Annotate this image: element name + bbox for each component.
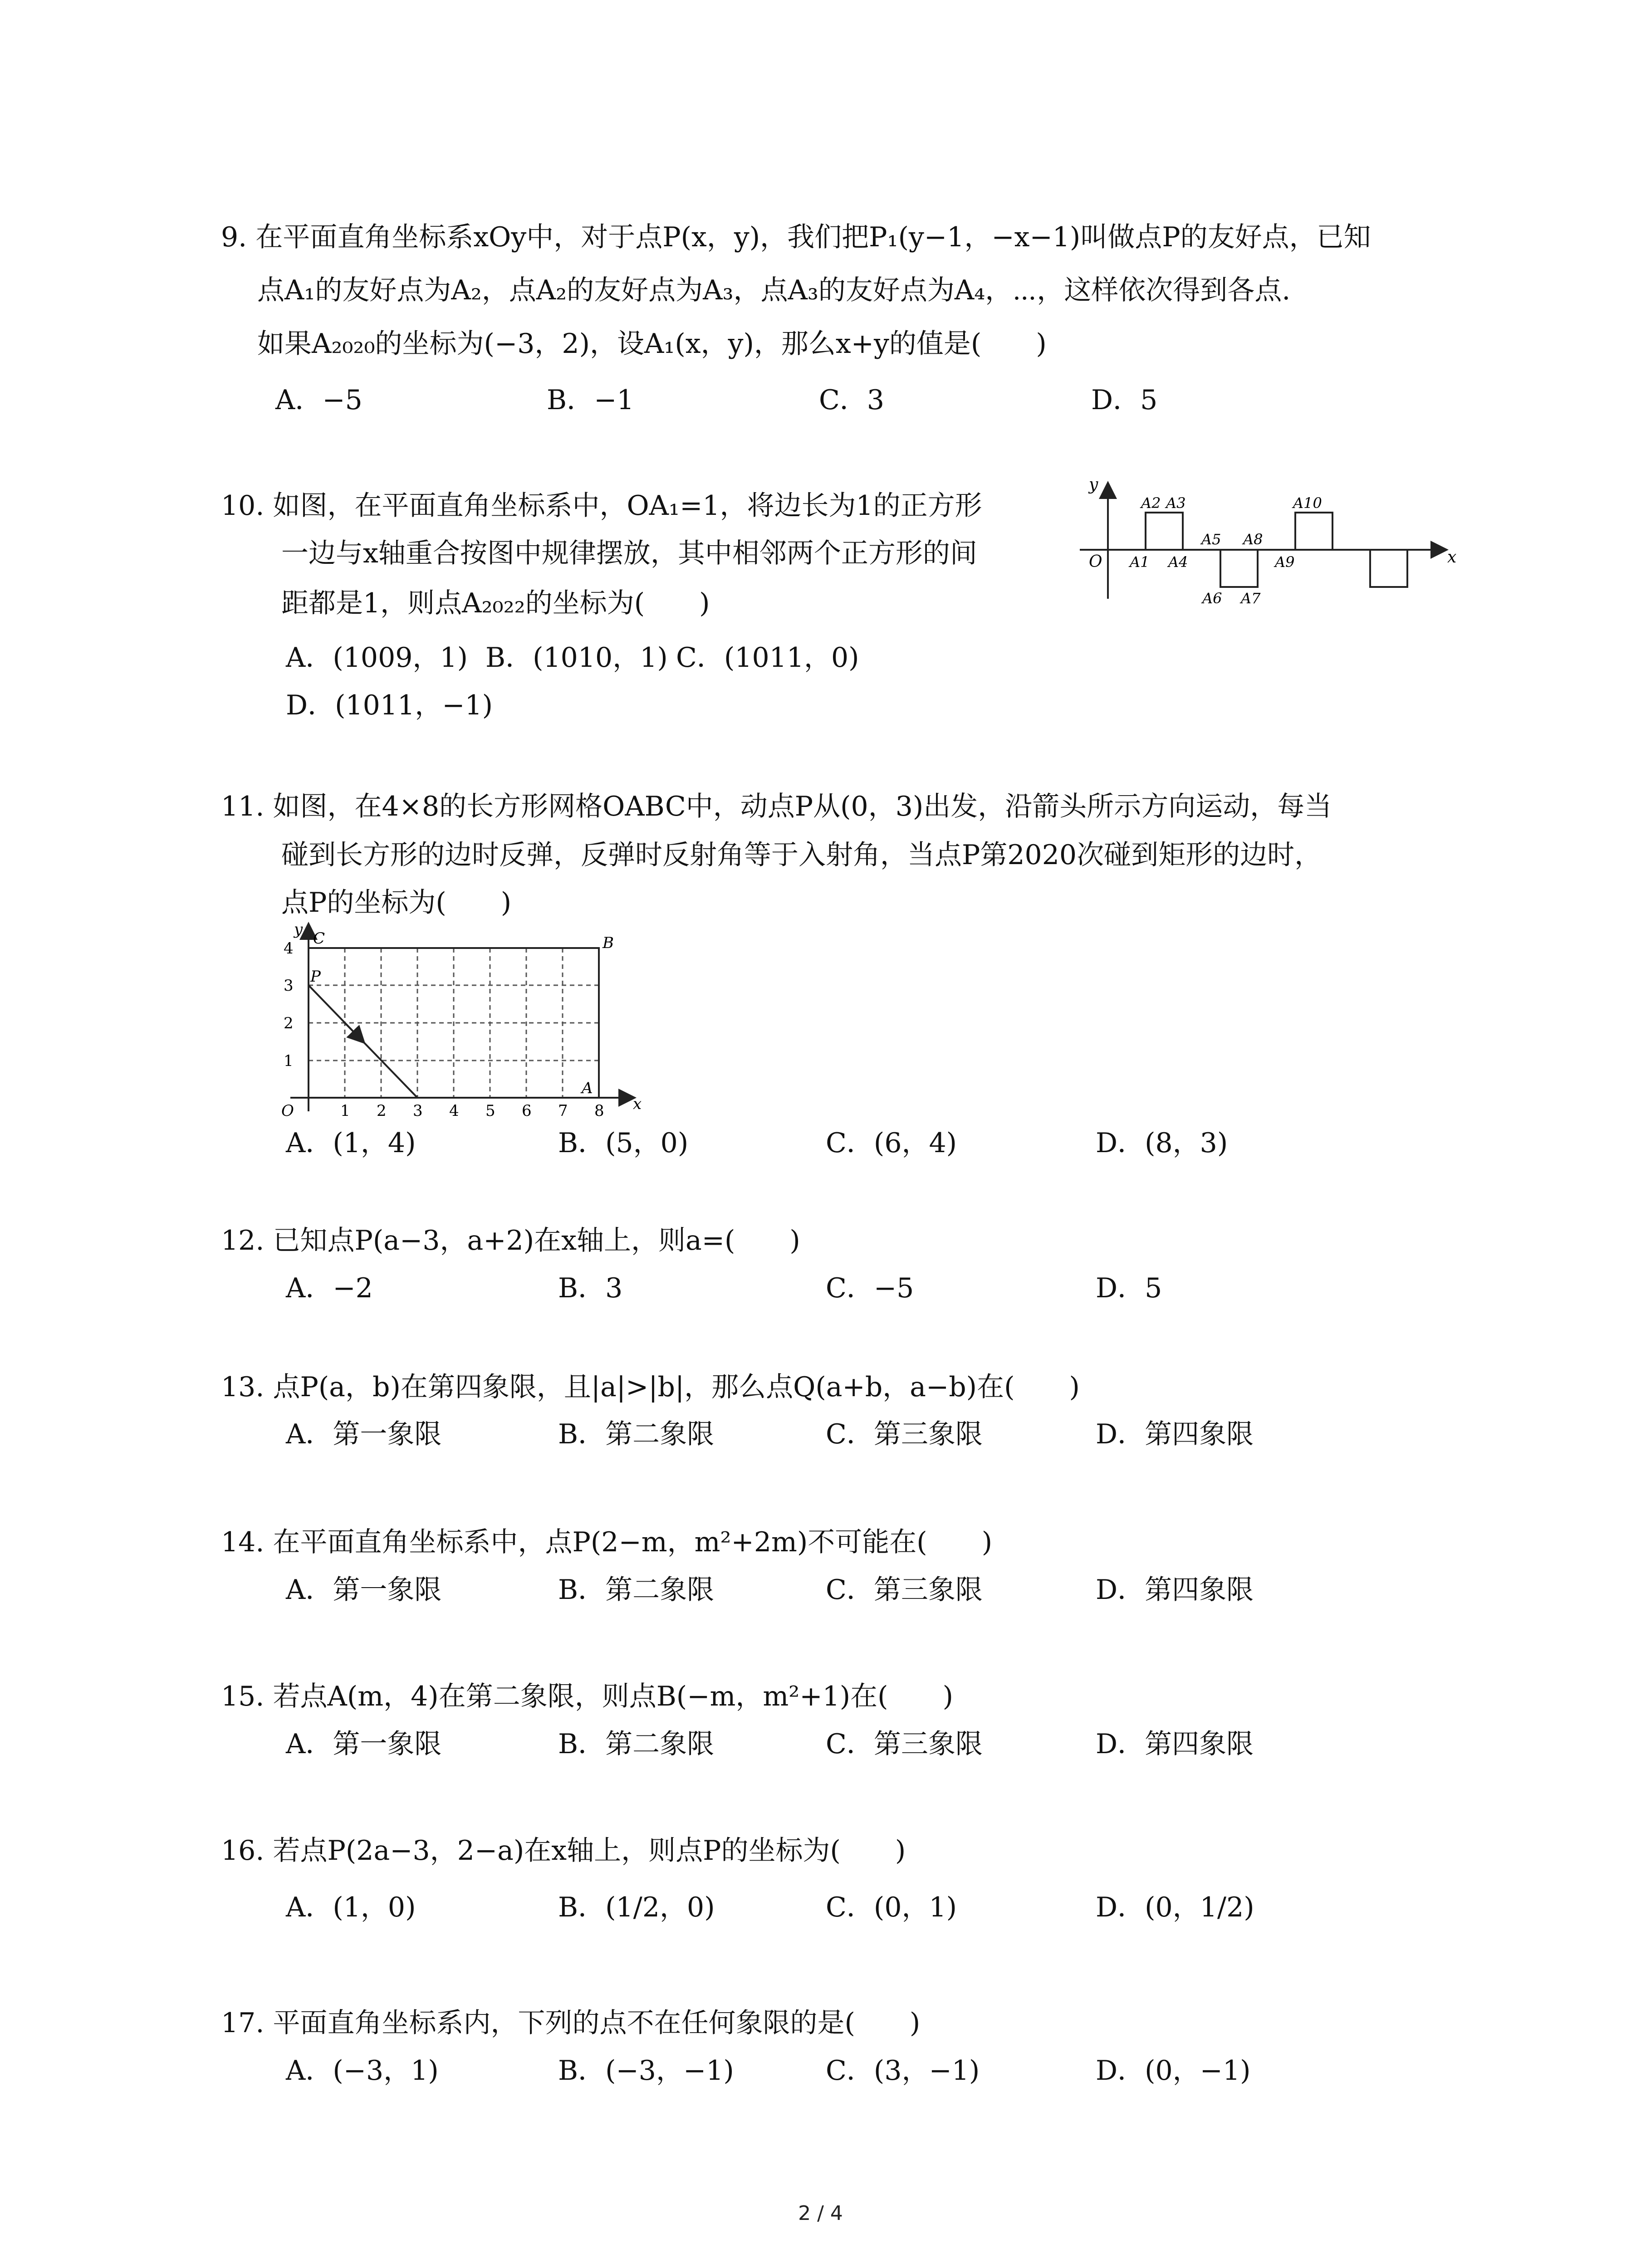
q16-option-d: D．(0，1/2) [1096,1892,1254,1923]
q10-square-1 [1146,513,1183,550]
q17-option-a: A．(−3，1) [286,2055,439,2087]
q13-option-a: A．第一象限 [286,1418,442,1450]
q15-option-c: C．第三象限 [826,1728,983,1760]
q16-option-b: B．(1/2，0) [558,1892,715,1923]
q11-x-tick-7: 7 [558,1102,568,1120]
q11-line-2: 碰到长方形的边时反弹，反弹时反射角等于入射角，当点P第2020次碰到矩形的边时， [281,839,1322,871]
q12-line-1: 12. 已知点P(a−3，a+2)在x轴上，则a=( ) [221,1225,800,1256]
q10-square-3 [1295,513,1332,550]
q9-option-a: A．−5 [275,384,362,416]
q11-point-p: P [310,968,321,986]
q12-option-c: C．−5 [826,1272,914,1304]
q10-option-a: A．(1009，1) [286,642,468,674]
q10-label-a10: A10 [1293,494,1322,512]
q14-option-d: D．第四象限 [1096,1574,1254,1606]
q9-line-1: 9. 在平面直角坐标系xOy中，对于点P(x，y)，我们把P₁(y−1，−x−1)叫做点P的友好点，已知 [221,221,1371,253]
q9-line-2: 点A₁的友好点为A₂，点A₂的友好点为A₃，点A₃的友好点为A₄，⋯，这样依次得到各点. [257,274,1291,306]
q17-option-c: C．(3，−1) [826,2055,980,2087]
q11-y-tick-4: 4 [284,939,294,958]
q10-option-c: C．(1011，0) [676,642,859,674]
q11-y-tick-2: 2 [284,1014,294,1032]
q11-x-label: x [633,1095,642,1113]
q14-option-c: C．第三象限 [826,1574,983,1606]
q10-label-a9: A9 [1275,553,1295,571]
q17-line-1: 17. 平面直角坐标系内，下列的点不在任何象限的是( ) [221,2007,921,2039]
q14-option-b: B．第二象限 [558,1574,715,1606]
q11-x-tick-3: 3 [413,1102,423,1120]
q10-square-4 [1370,550,1407,587]
q15-option-d: D．第四象限 [1096,1728,1254,1760]
q11-x-tick-2: 2 [377,1102,387,1120]
q13-option-b: B．第二象限 [558,1418,715,1450]
q11-option-c: C．(6，4) [826,1127,957,1159]
q9-line-3: 如果A₂₀₂₀的坐标为(−3，2)，设A₁(x，y)，那么x+y的值是( ) [257,328,1047,360]
q10-label-a1: A1 [1130,553,1150,571]
q10-label-a4: A4 [1168,553,1188,571]
q11-option-a: A．(1，4) [286,1127,416,1159]
q11-grid [309,948,599,1098]
q11-option-b: B．(5，0) [558,1127,689,1159]
q11-y-tick-1: 1 [284,1052,294,1070]
q11-option-d: D．(8，3) [1096,1127,1228,1159]
q11-line-3: 点P的坐标为( ) [281,887,512,919]
q10-label-a2: A2 [1141,494,1161,512]
q10-origin-label: O [1089,552,1102,571]
q10-label-a5: A5 [1201,531,1221,548]
q10-square-2 [1220,550,1258,587]
q17-option-b: B．(−3，−1) [558,2055,734,2087]
q10-option-d: D．(1011，−1) [286,689,493,721]
q13-option-d: D．第四象限 [1096,1418,1254,1450]
q10-option-b: B．(1010，1) [485,642,668,674]
q11-figure [272,916,644,1125]
page-number: 2 / 4 [798,2202,843,2225]
q10-figure [1080,476,1461,608]
q9-option-c: C．3 [819,384,885,416]
q11-corner-a: A [582,1079,593,1097]
q11-x-tick-8: 8 [594,1102,604,1120]
q10-line-3: 距都是1，则点A₂₀₂₂的坐标为( ) [281,587,710,619]
q10-y-label: y [1089,476,1098,494]
q12-option-d: D．5 [1096,1272,1162,1304]
q17-option-d: D．(0，−1) [1096,2055,1251,2087]
q14-line-1: 14. 在平面直角坐标系中，点P(2−m，m²+2m)不可能在( ) [221,1526,993,1558]
q15-line-1: 15. 若点A(m，4)在第二象限，则点B(−m，m²+1)在( ) [221,1681,953,1712]
q11-corner-b: B [603,934,614,952]
q10-label-a7: A7 [1241,590,1261,607]
q10-x-label: x [1447,548,1457,567]
q15-option-a: A．第一象限 [286,1728,442,1760]
q11-line-1: 11. 如图，在4×8的长方形网格OABC中，动点P从(0，3)出发，沿箭头所示方向运动，每当 [221,791,1332,822]
q11-x-tick-1: 1 [340,1102,350,1120]
q11-y-label: y [294,920,303,938]
q13-option-c: C．第三象限 [826,1418,983,1450]
q16-option-c: C．(0，1) [826,1892,957,1923]
q9-option-d: D．5 [1091,384,1158,416]
q11-origin-label: O [281,1102,294,1120]
q10-label-a8: A8 [1243,531,1263,548]
q10-line-1: 10. 如图，在平面直角坐标系中，OA₁=1，将边长为1的正方形 [221,490,982,522]
q16-line-1: 16. 若点P(2a−3，2−a)在x轴上，则点P的坐标为( ) [221,1835,906,1867]
q14-option-a: A．第一象限 [286,1574,442,1606]
q12-option-a: A．−2 [286,1272,373,1304]
q15-option-b: B．第二象限 [558,1728,715,1760]
q11-corner-c: C [313,929,325,948]
q10-line-2: 一边与x轴重合按图中规律摆放，其中相邻两个正方形的间 [281,538,977,569]
q11-x-tick-5: 5 [485,1102,495,1120]
q16-option-a: A．(1，0) [286,1892,416,1923]
q10-label-a6: A6 [1202,590,1222,607]
q10-label-a3: A3 [1166,494,1186,512]
q9-option-b: B．−1 [547,384,634,416]
q13-line-1: 13. 点P(a，b)在第四象限，且|a|>|b|，那么点Q(a+b，a−b)在( ) [221,1371,1080,1403]
q11-x-tick-4: 4 [449,1102,459,1120]
q11-x-tick-6: 6 [522,1102,532,1120]
q12-option-b: B．3 [558,1272,623,1304]
q11-y-tick-3: 3 [284,977,294,995]
q11-direction-arrow [345,1023,363,1041]
